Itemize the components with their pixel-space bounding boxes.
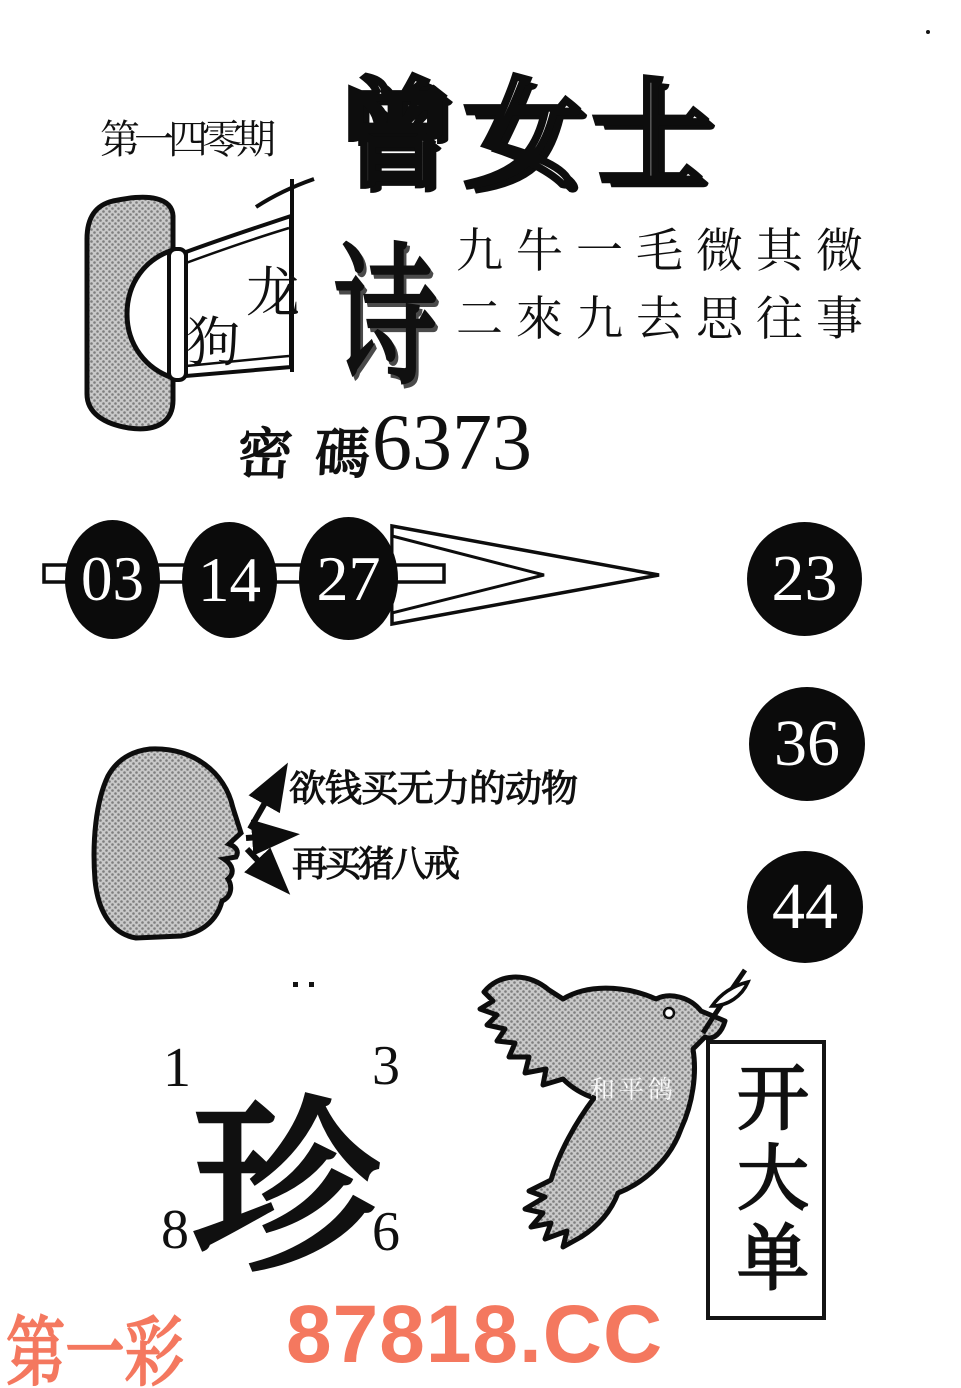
- footer-site-url: 87818.CC: [286, 1289, 664, 1380]
- corner-digit-bottom-right: 6: [372, 1201, 400, 1263]
- riddle-center-char: 珍: [192, 1086, 380, 1295]
- poem-line-2: 二來九去思往事: [456, 294, 876, 346]
- olive-leaf-icon: [712, 982, 748, 1006]
- secret-code-label: 密碼: [236, 424, 394, 485]
- ink-speck: [926, 30, 930, 34]
- side-number-ball-1-value: 23: [771, 542, 838, 615]
- speech-arrow-up-icon: [250, 773, 282, 829]
- number-ball-2-value: 14: [198, 544, 261, 615]
- poem-line-1: 九牛一毛微其微: [456, 226, 876, 278]
- speaking-head-icon: [94, 749, 241, 938]
- side-number-ball-3-value: 44: [772, 870, 838, 943]
- number-ball-3-value: 27: [316, 542, 381, 614]
- page-title: 曾女士: [336, 71, 721, 202]
- telephone-icon: [87, 197, 173, 429]
- secret-code-value: 6373: [372, 399, 532, 487]
- zodiac-char-top: 龙: [246, 263, 300, 323]
- speech-hint-line-2: 再买猪八戒: [292, 844, 458, 884]
- prediction-tag-text: 开大单: [726, 1060, 806, 1300]
- footer-brand: 第一彩: [6, 1311, 184, 1388]
- speech-arrow-right-icon: [246, 835, 288, 838]
- number-ball-1: [65, 520, 160, 639]
- poem-big-char: 诗: [334, 235, 438, 403]
- speech-arrow-down-icon: [247, 849, 282, 886]
- number-ball-3: [299, 517, 398, 640]
- side-number-ball-2: [749, 687, 865, 801]
- corner-digit-bottom-left: 8: [161, 1199, 189, 1261]
- zodiac-char-bottom: 狗: [186, 313, 240, 373]
- corner-digit-top-left: 1: [163, 1037, 191, 1099]
- flag-left-binding: [169, 249, 186, 380]
- dove-watermark: 和平鸽: [590, 1077, 678, 1104]
- side-number-ball-2-value: 36: [774, 707, 840, 780]
- ink-speck: [293, 982, 298, 987]
- number-ball-1-value: 03: [81, 544, 144, 614]
- speech-hint-line-1: 欲钱买无力的动物: [289, 769, 577, 810]
- corner-digit-top-right: 3: [372, 1035, 400, 1097]
- prediction-tag-box: [706, 1040, 826, 1320]
- issue-label: 第一四零期: [100, 117, 270, 162]
- side-number-ball-3: [747, 851, 863, 963]
- flag-top-swoosh: [256, 179, 314, 207]
- side-number-ball-1: [747, 522, 862, 636]
- dove-eye: [664, 1008, 674, 1018]
- dove-icon: [480, 977, 725, 1247]
- number-ball-2: [182, 522, 277, 638]
- ink-speck: [309, 982, 314, 987]
